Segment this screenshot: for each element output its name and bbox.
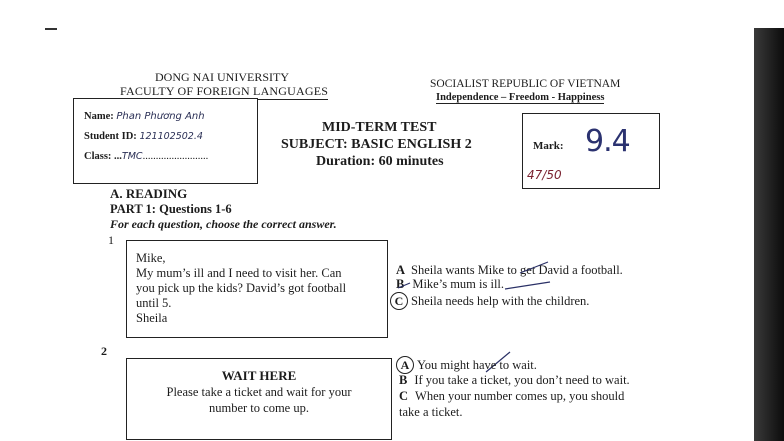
note-text bbox=[136, 251, 346, 326]
q1-option-c[interactable] bbox=[390, 292, 589, 310]
student-id-row bbox=[84, 131, 203, 142]
question-2-sign bbox=[126, 358, 392, 440]
class-label: Class: ... bbox=[84, 151, 122, 162]
option-letter: A bbox=[396, 263, 406, 277]
pen-stroke bbox=[505, 282, 550, 289]
mark-score: 9.4 bbox=[585, 124, 630, 159]
mark-subscore: 47/50 bbox=[527, 168, 562, 182]
test-duration: Duration: 60 minutes bbox=[316, 154, 444, 169]
class-row bbox=[84, 151, 208, 162]
question-1-note bbox=[126, 240, 388, 338]
option-letter: B bbox=[396, 277, 405, 291]
part-title: PART 1: Questions 1-6 bbox=[110, 202, 232, 216]
name-label: Name: bbox=[84, 111, 114, 122]
instruction: For each question, choose the correct answer. bbox=[110, 217, 337, 231]
sign-title: WAIT HERE bbox=[221, 368, 297, 383]
test-title: MID-TERM TEST bbox=[322, 120, 437, 135]
class-value: TMC bbox=[121, 151, 143, 162]
option-text: Sheila needs help with the children. bbox=[411, 294, 590, 308]
option-text: Mike’s mum is ill. bbox=[412, 277, 505, 291]
option-text: If you take a ticket, you don’t need to wait. bbox=[414, 373, 630, 387]
q2-option-c-continued: take a ticket. bbox=[399, 405, 463, 419]
mark-label: Mark: bbox=[533, 140, 564, 152]
scan-mark bbox=[45, 28, 57, 30]
country-name: SOCIALIST REPUBLIC OF VIETNAM bbox=[430, 78, 621, 90]
name-row bbox=[84, 111, 205, 122]
note-line: Sheila bbox=[136, 311, 168, 325]
mark-box bbox=[522, 113, 660, 189]
q1-option-a[interactable] bbox=[396, 263, 623, 278]
option-text: You might have to wait. bbox=[417, 358, 537, 372]
section-title: A. READING bbox=[110, 186, 188, 201]
student-info-box bbox=[73, 98, 258, 184]
student-id-value: 121102502.4 bbox=[139, 131, 203, 142]
name-value: Phan Phương Anh bbox=[116, 111, 205, 122]
scan-shadow-edge bbox=[754, 28, 784, 441]
q2-option-c[interactable] bbox=[399, 389, 624, 404]
option-letter: B bbox=[399, 373, 408, 387]
note-line: My mum’s ill and I need to visit her. Can bbox=[136, 266, 342, 280]
university-name: DONG NAI UNIVERSITY bbox=[155, 70, 289, 84]
option-text: Sheila wants Mike to get David a football. bbox=[411, 263, 623, 277]
question-1-number: 1 bbox=[108, 233, 114, 247]
note-line: Mike, bbox=[136, 251, 166, 265]
question-2-number: 2 bbox=[101, 344, 107, 358]
class-dots: ......................... bbox=[142, 151, 209, 162]
national-motto: Independence – Freedom - Happiness bbox=[436, 92, 605, 103]
option-letter-circled: A bbox=[396, 356, 414, 374]
note-line: until 5. bbox=[136, 296, 172, 310]
sign-line: Please take a ticket and wait for your bbox=[166, 385, 352, 399]
q1-option-b[interactable] bbox=[396, 277, 504, 292]
option-text: When your number comes up, you should bbox=[415, 389, 625, 403]
q2-option-a[interactable] bbox=[396, 356, 537, 374]
test-subject: SUBJECT: BASIC ENGLISH 2 bbox=[281, 137, 472, 152]
sign-line: number to come up. bbox=[209, 401, 309, 415]
option-letter-circled: C bbox=[390, 292, 408, 310]
option-letter: C bbox=[399, 389, 409, 403]
note-line: you pick up the kids? David’s got football bbox=[136, 281, 347, 295]
student-id-label: Student ID: bbox=[84, 131, 137, 142]
q2-option-b[interactable] bbox=[399, 373, 630, 388]
faculty-name: FACULTY OF FOREIGN LANGUAGES bbox=[120, 84, 329, 98]
